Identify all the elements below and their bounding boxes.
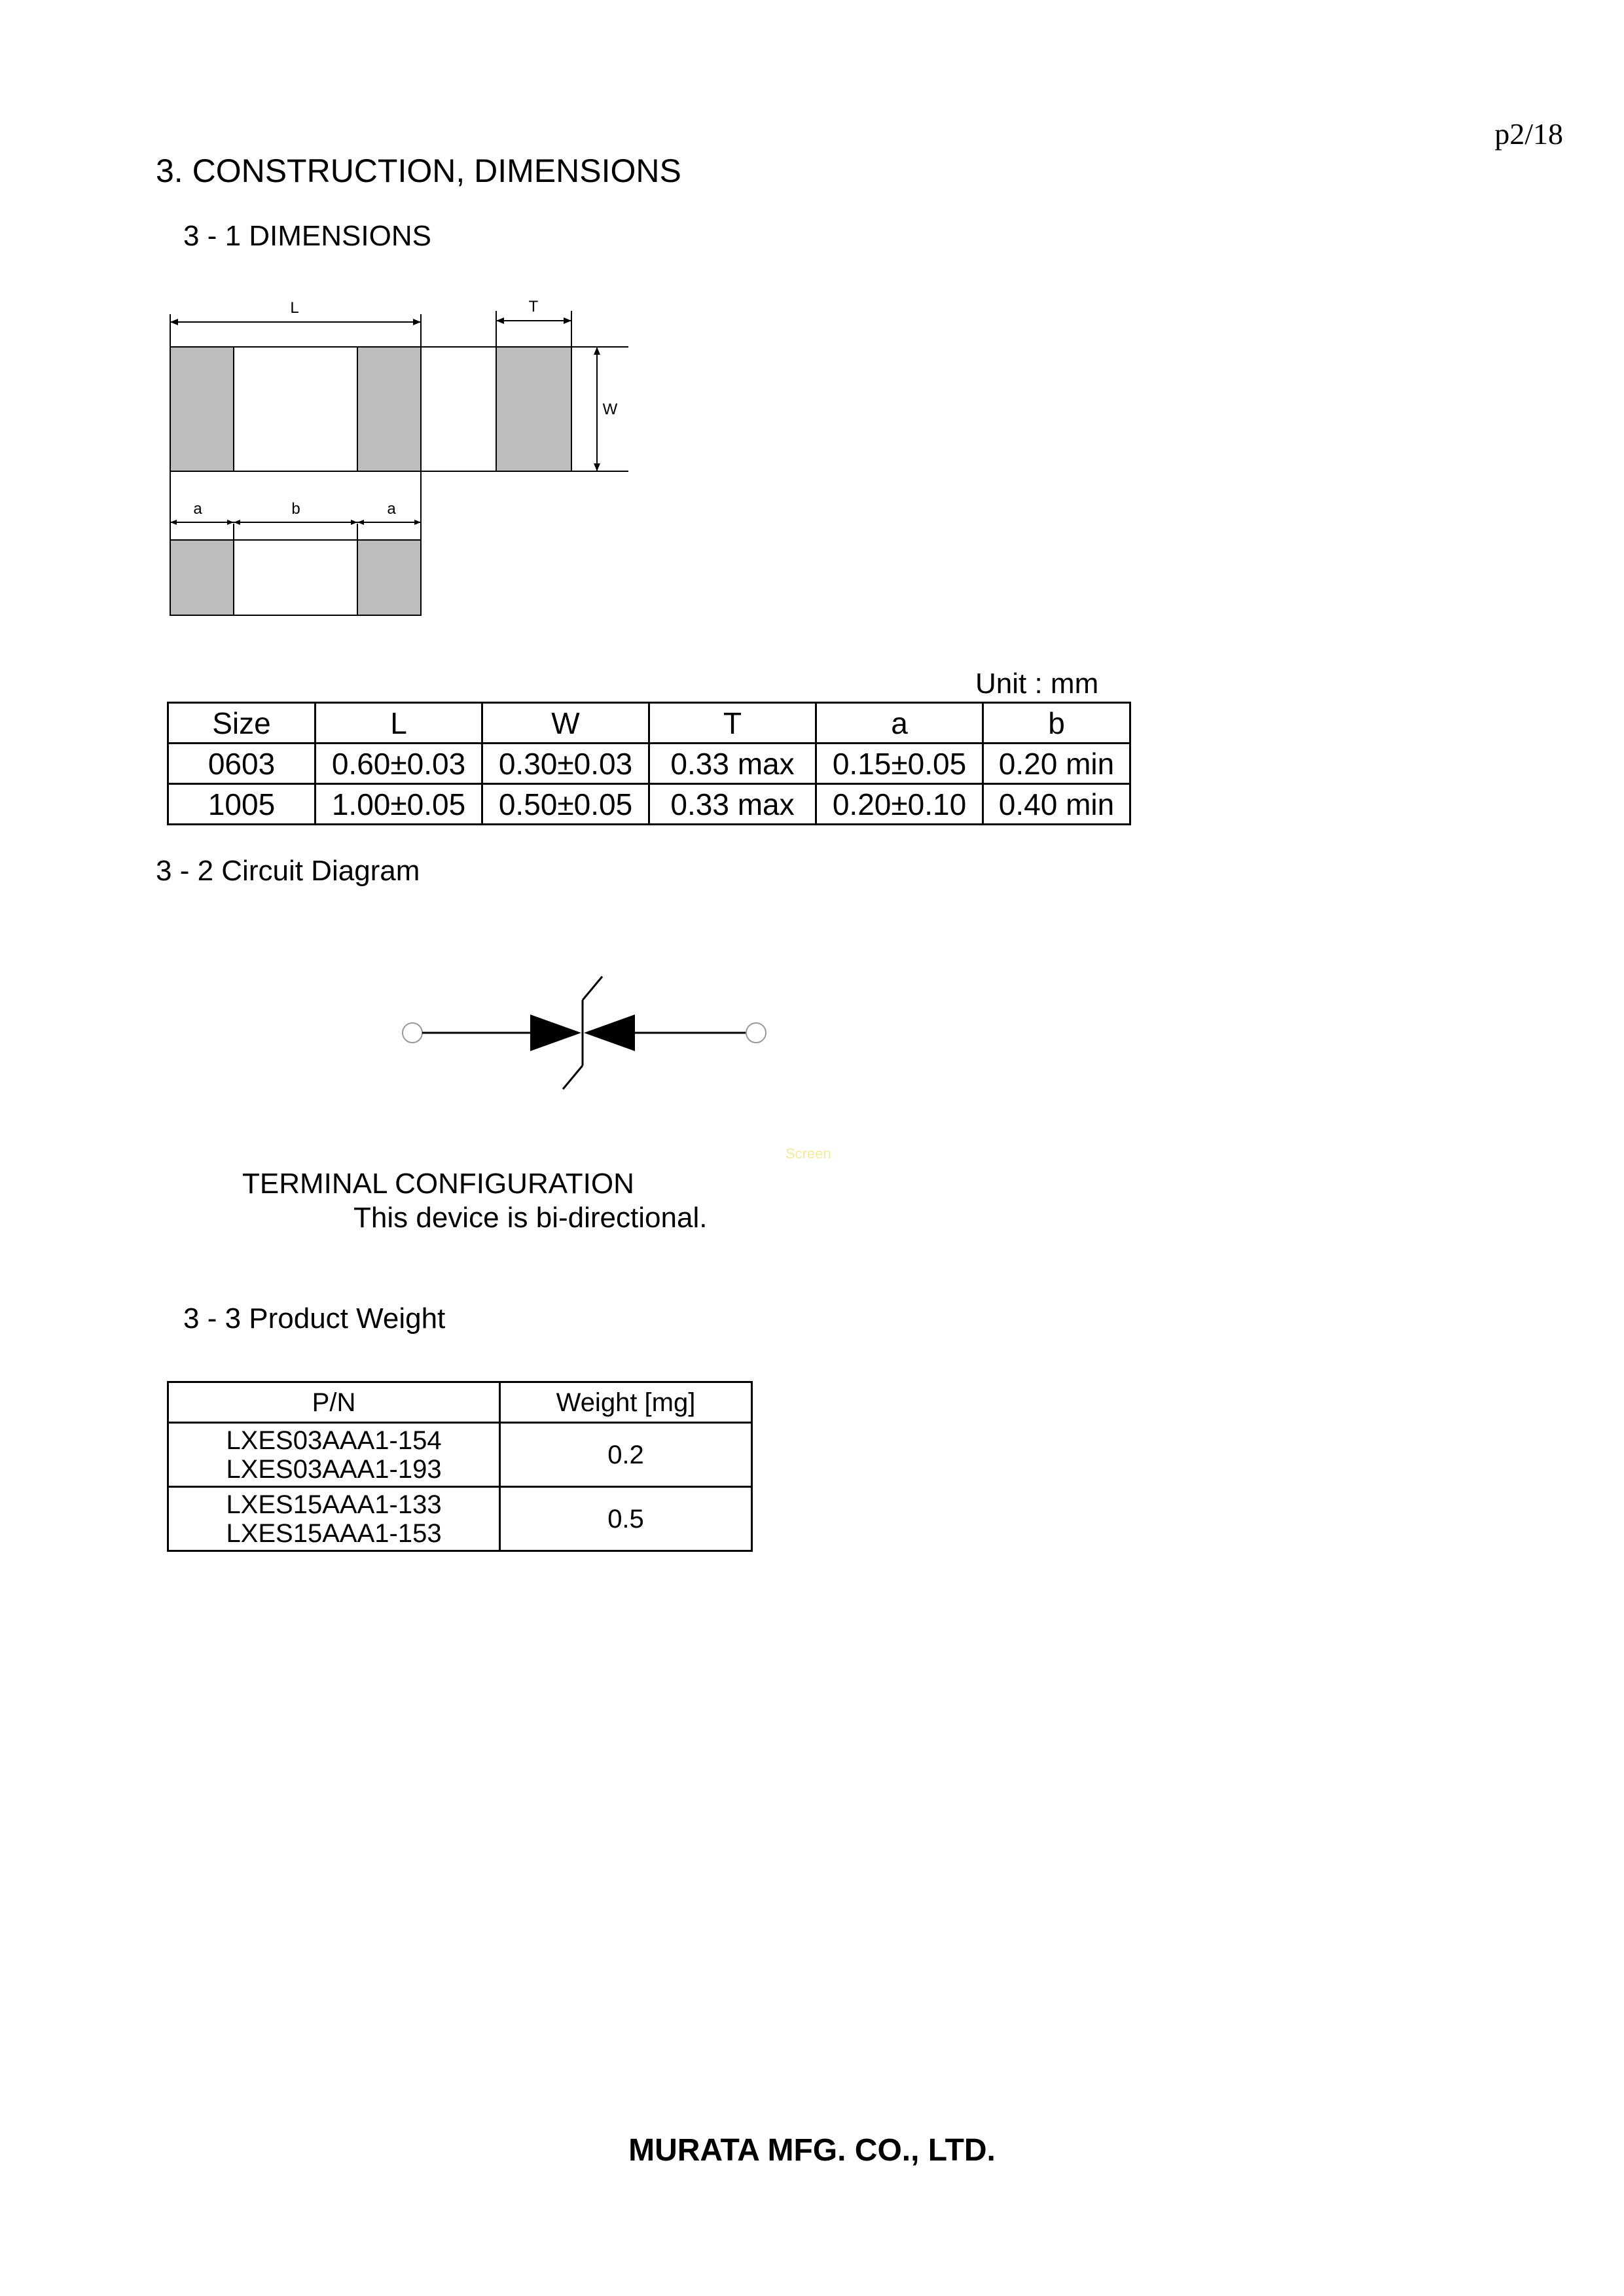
header-W: W <box>482 703 649 744</box>
cell-weight: 0.5 <box>500 1487 752 1551</box>
page-number: p2/18 <box>1494 117 1563 151</box>
cell-size: 0603 <box>168 744 316 784</box>
header-b: b <box>983 703 1130 744</box>
weight-table <box>167 1381 753 1552</box>
cell-T: 0.33 max <box>649 744 816 784</box>
circuit-diagram-subtitle: 3 - 2 Circuit Diagram <box>156 855 420 887</box>
screen-mark: Screen <box>785 1145 831 1162</box>
dimensions-header-row <box>168 703 1130 744</box>
label-a-left: a <box>193 500 202 518</box>
side-view-electrode <box>496 347 571 471</box>
circuit-diagram <box>386 962 779 1106</box>
label-L: L <box>290 299 299 317</box>
cell-a: 0.15±0.05 <box>816 744 983 784</box>
header-weight: Weight [mg] <box>500 1382 752 1423</box>
company-footer: MURATA MFG. CO., LTD. <box>628 2133 996 2168</box>
cell-b: 0.40 min <box>983 784 1130 825</box>
bottom-view-electrode-right <box>357 540 421 615</box>
terminal-configuration-heading: TERMINAL CONFIGURATION <box>242 1168 634 1200</box>
zener-tail-top <box>583 977 602 1000</box>
header-L: L <box>316 703 482 744</box>
cell-size: 1005 <box>168 784 316 825</box>
cell-pn <box>168 1487 500 1551</box>
diode-right-triangle <box>584 1014 635 1051</box>
terminal-right <box>746 1023 766 1043</box>
part-number: LXES03AAA1-193 <box>226 1454 442 1484</box>
header-a: a <box>816 703 983 744</box>
label-W: W <box>602 401 618 418</box>
table-row <box>168 784 1130 825</box>
unit-label: Unit : mm <box>975 668 1099 700</box>
cell-b: 0.20 min <box>983 744 1130 784</box>
label-T: T <box>528 298 539 315</box>
cell-T: 0.33 max <box>649 784 816 825</box>
cell-L: 0.60±0.03 <box>316 744 482 784</box>
header-size: Size <box>168 703 316 744</box>
weight-header-row <box>168 1382 752 1423</box>
top-view-electrode-right <box>357 347 421 471</box>
cell-L: 1.00±0.05 <box>316 784 482 825</box>
part-number: LXES03AAA1-154 <box>226 1426 442 1455</box>
cell-W: 0.50±0.05 <box>482 784 649 825</box>
terminal-left <box>403 1023 422 1043</box>
part-number: LXES15AAA1-133 <box>226 1490 442 1519</box>
product-weight-subtitle: 3 - 3 Product Weight <box>183 1302 446 1335</box>
dimensions-table <box>167 702 1131 825</box>
top-view-electrode-left <box>170 347 234 471</box>
header-pn: P/N <box>168 1382 500 1423</box>
label-a-right: a <box>387 500 396 518</box>
cell-pn <box>168 1423 500 1487</box>
terminal-configuration-text: This device is bi-directional. <box>353 1202 708 1234</box>
dimensions-subtitle: 3 - 1 DIMENSIONS <box>183 220 431 252</box>
bottom-view-electrode-left <box>170 540 234 615</box>
table-row <box>168 1487 752 1551</box>
diode-left-triangle <box>530 1014 581 1051</box>
cell-weight: 0.2 <box>500 1423 752 1487</box>
cell-W: 0.30±0.03 <box>482 744 649 784</box>
dimension-drawing <box>157 288 641 641</box>
table-row <box>168 744 1130 784</box>
part-number: LXES15AAA1-153 <box>226 1518 442 1548</box>
cell-a: 0.20±0.10 <box>816 784 983 825</box>
header-T: T <box>649 703 816 744</box>
zener-tail-bottom <box>563 1066 583 1089</box>
label-b: b <box>291 500 300 518</box>
table-row <box>168 1423 752 1487</box>
section-title: 3. CONSTRUCTION, DIMENSIONS <box>156 152 681 189</box>
